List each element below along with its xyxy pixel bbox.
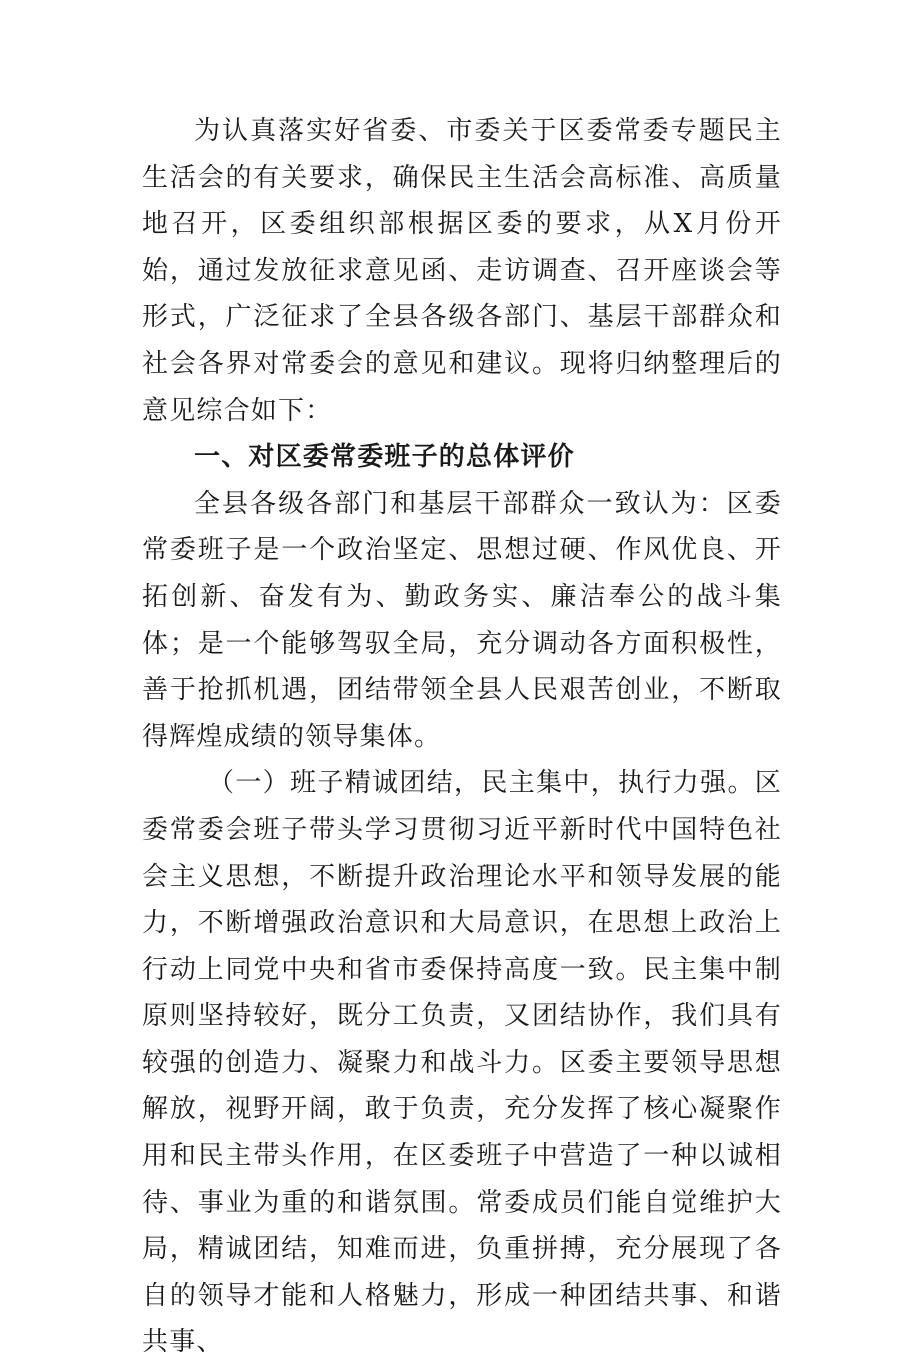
evaluation-paragraph: 全县各级各部门和基层干部群众一致认为：区委常委班子是一个政治坚定、思想过硬、作风优良、开拓创新、奋发有为、勤政务实、廉洁奉公的战斗集体；是一个能够驾驭全局，充分调动各方面积极性，善于抢抓机遇，团结带领全县人民艰苦创业，不断取得辉煌成绩的领导集体。 — [142, 488, 782, 752]
section-heading: 一、对区委常委班子的总体评价 — [194, 442, 575, 473]
subsection-paragraph: （一）班子精诚团结，民主集中，执行力强。区委常委会班子带头学习贯彻习近平新时代中国特色社会主义思想，不断提升政治理论水平和领导发展的能力，不断增强政治意识和大局意识，在思想上政治上行动上同党中央和省市委保持高度一致。民主集中制原则坚持较好，既分工负责，又团结协作，我们具有较强的创造力、凝聚力和战斗力。区委主要领导思想解放，视野开阔，敢于负责，充分发挥了核心凝聚作用和民主带头作用，在区委班子中营造了一种以诚相待、事业为重的和谐氛围。常委成员们能自觉维护大局，精诚团结，知难而进，负重拼搏，充分展现了各自的领导才能和人格魅力，形成一种团结共事、和谐共事、 — [142, 768, 782, 1358]
document-body — [142, 108, 782, 1366]
intro-paragraph: 为认真落实好省委、市委关于区委常委专题民主生活会的有关要求，确保民主生活会高标准、高质量地召开，区委组织部根据区委的要求，从X月份开始，通过发放征求意见函、走访调查、召开座谈会等形式，广泛征求了全县各级各部门、基层干部群众和社会各界对常委会的意见和建议。现将归纳整理后的意见综合如下： — [142, 116, 782, 426]
